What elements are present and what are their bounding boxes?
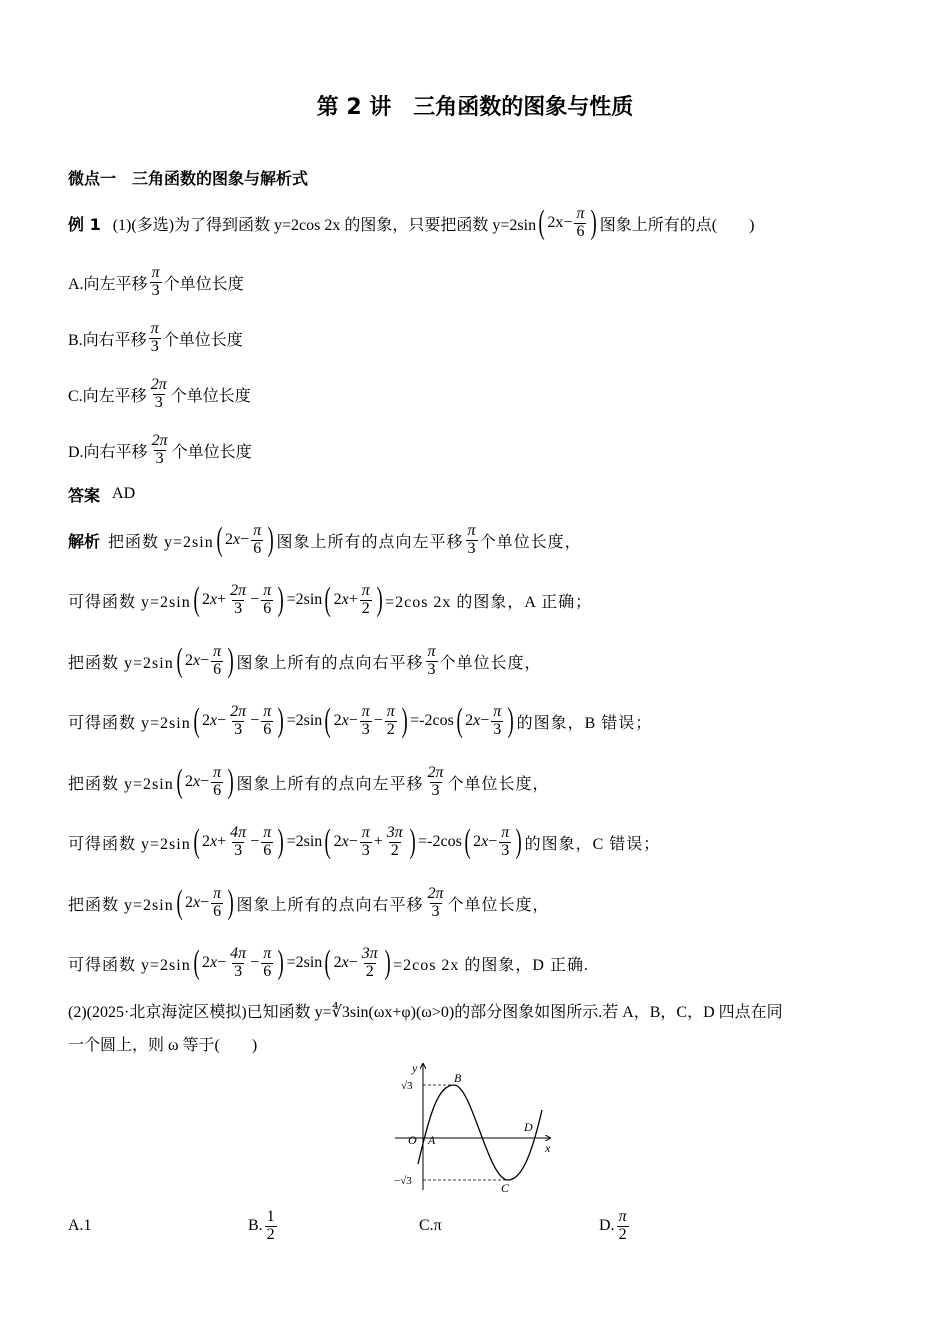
example-label: 例 1 [68,214,101,234]
answer-value: AD [112,485,136,502]
fraction: π 2 [618,1207,627,1243]
stem-tail: 图象上所有的点( ) [599,216,755,234]
page-title: 第 2 讲 三角函数的图象与性质 [316,95,634,120]
solution-line-8: 可得函数 y=2sin ( 2x− $\frac{4\pi}{3}$ − $\frac{\pi}{6}$ ) =2sin ( 2x− $\frac{3\pi}{2}$ ) =2cos 2x 的图象，D 正确. [68,944,589,981]
top-tick-label: √3 [401,1080,413,1092]
fraction: π 3 [151,263,160,299]
option-d[interactable]: D. π 2 [599,1207,627,1243]
solution-line-4: 可得函数 y=2sin ( 2x− $\frac{2\pi}{3}$ − $\frac{\pi}{6}$ ) =2sin ( 2x− $\frac{\pi}{3}$ − $\frac{\pi}{2}$ ) =-2cos ( 2x− $\frac{\pi}{3}$ ) 的图象，B 错误； [68,702,653,739]
point-c-label: C [501,1181,510,1195]
option-d[interactable]: D.向右平移 2π 3 个单位长度 [68,431,252,467]
example-1-stem [68,203,754,243]
option-b[interactable]: B.向右平移 π 3 个单位长度 [68,319,243,355]
bottom-tick-label: −√3 [394,1175,412,1187]
fraction: π 3 [150,319,159,355]
fraction: 2π 3 [150,375,167,411]
sine-graph [390,1058,560,1198]
solution-line-3: 把函数 y=2sin ( 2x− $\frac{\pi}{6}$ ) 图象上所有的点向右平移 π 3 个单位长度， [68,642,542,679]
paren-expr: ( 2x− $\frac{\pi}{6}$ ) [538,204,598,241]
point-a-label: A [428,1133,436,1147]
solution-line-2: 可得函数 y=2sin ( 2x+ $\frac{2\pi}{3}$ − $\frac{\pi}{6}$ ) =2sin ( 2x+ $\frac{\pi}{2}$ ) =2cos 2x 的图象，A 正确； [68,581,593,618]
example-2-line-2: 一个圆上，则 ω 等于( ) [68,1036,258,1054]
origin-label: O [408,1133,417,1147]
option-a[interactable]: A.1 [68,1217,92,1234]
analysis-label: 解析 [68,531,101,551]
example-2-line-1: (2)(2025·北京海淀区模拟)已知函数 y=∜3sin(ωx+φ)(ω>0)的部分图象如图所示.若 A，B，C，D 四点在同 [68,1003,783,1021]
answer-line [68,474,135,514]
answer-label: 答案 [68,485,101,505]
option-c[interactable]: C.π [419,1217,442,1234]
solution-line-7: 把函数 y=2sin ( 2x− $\frac{\pi}{6}$ ) 图象上所有的点向右平移 2π 3 个单位长度， [68,884,550,921]
solution-line-6: 可得函数 y=2sin ( 2x+ $\frac{4\pi}{3}$ − $\frac{\pi}{6}$ ) =2sin ( 2x− $\frac{\pi}{3}$ + $\frac{3\pi}{2}$ ) =-2cos ( 2x− $\frac{\pi}{3}$ ) 的图象，C 错误； [68,823,661,860]
point-b-label: B [454,1071,462,1085]
solution-line-5: 把函数 y=2sin ( 2x− $\frac{\pi}{6}$ ) 图象上所有的点向左平移 2π 3 个单位长度， [68,763,550,800]
x-label: x [545,1141,551,1155]
stem-text: (1)(多选)为了得到函数 y=2cos 2x 的图象，只要把函数 y=2sin [112,216,537,234]
solution-line-1: 解析 把函数 y=2sin ( 2x− $\frac{\pi}{6}$ ) 图象上所有的点向左平移 π 3 个单位长度， [68,521,582,558]
option-a[interactable]: A.向左平移 π 3 个单位长度 [68,263,244,299]
fraction: 1 2 [266,1207,275,1243]
fraction: 2π 3 [151,431,168,467]
y-label: y [412,1061,418,1075]
option-c[interactable]: C.向左平移 2π 3 个单位长度 [68,375,251,411]
fraction: $\frac{\pi}{6}$ [576,204,585,240]
point-d-label: D [524,1120,533,1134]
example-2-options [68,1206,888,1246]
section-heading: 微点一 三角函数的图象与解析式 [68,169,309,188]
option-b[interactable]: B. 1 2 [248,1207,275,1243]
